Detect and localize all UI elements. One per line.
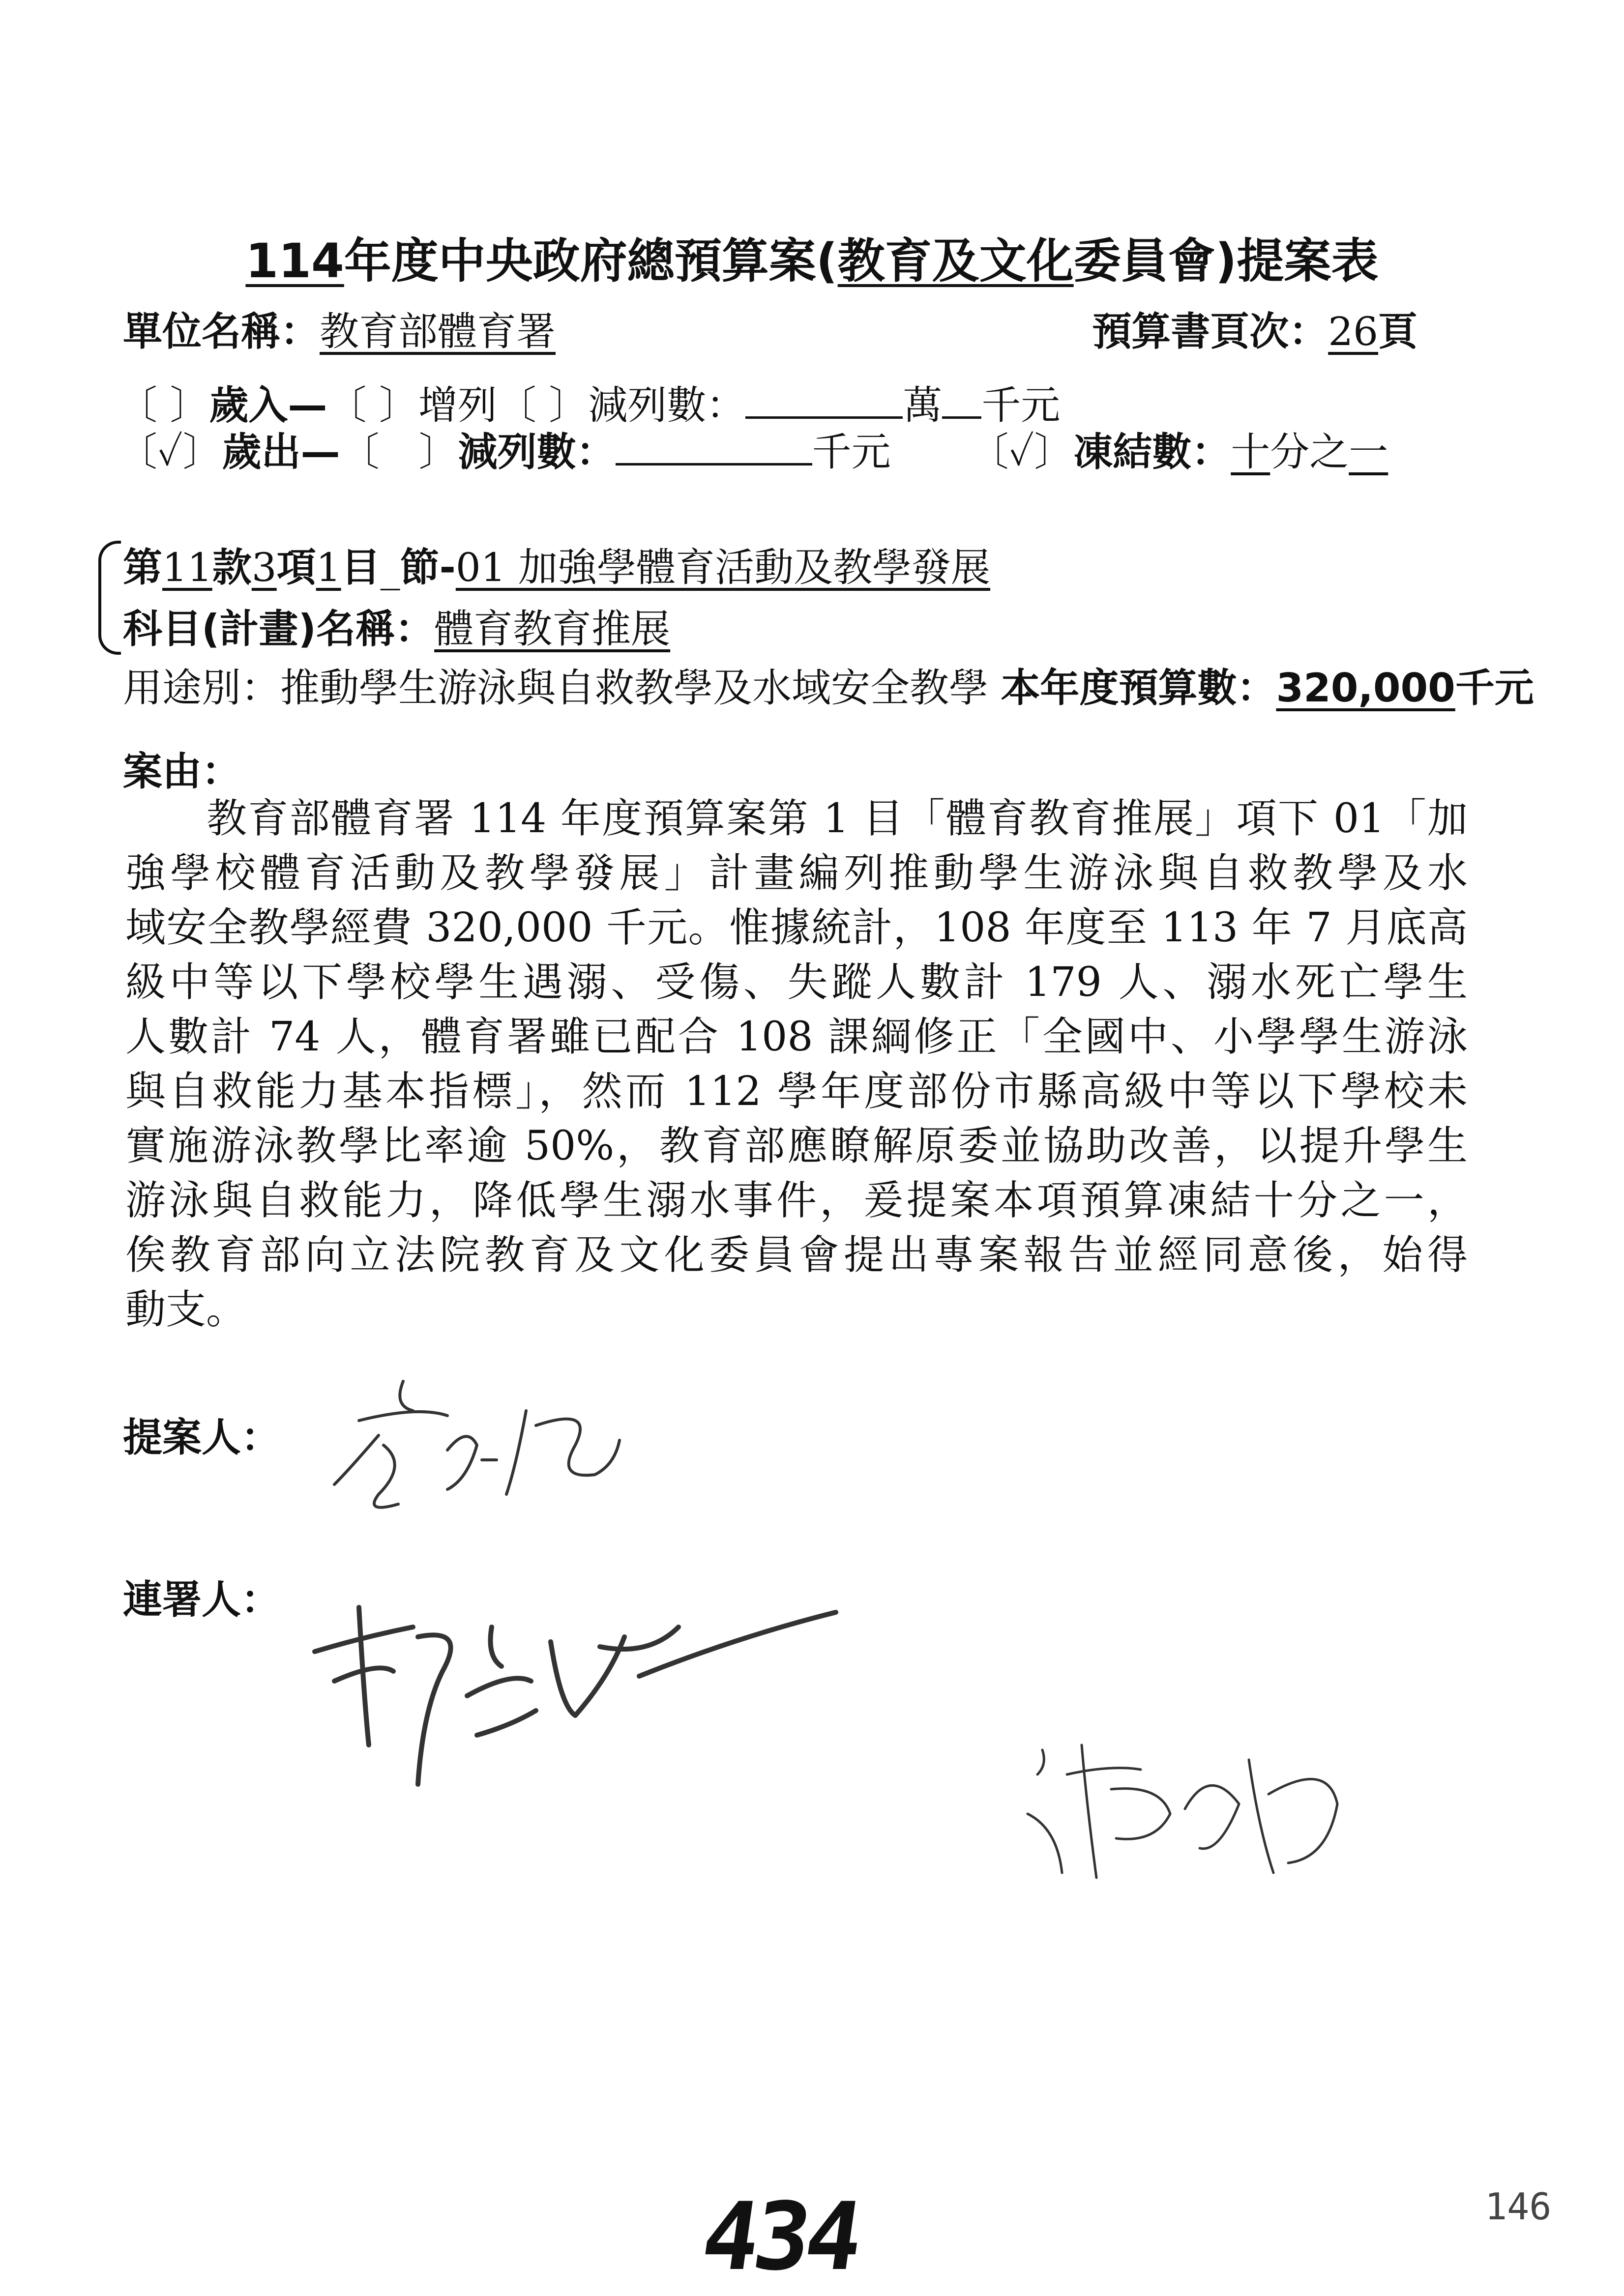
expense-label: 歲出—: [222, 429, 340, 475]
xiang-label: 項: [276, 545, 316, 590]
unit-wan: 萬: [903, 382, 943, 428]
proposer-signature: [320, 1366, 639, 1524]
freeze-mid: 分之: [1270, 429, 1349, 475]
reason-line: 實施游泳教學比率逾 50%，教育部應瞭解原委並協助改善，以提升學生: [125, 1123, 1468, 1169]
usage-line: [123, 656, 1534, 713]
subject-label: 科目(計畫)名稱：: [123, 606, 435, 652]
budget-page-value: 26: [1328, 309, 1378, 354]
cosigner-signature-1: [305, 1598, 846, 1804]
increase-label: 增列: [418, 382, 497, 428]
committee: 教育及文化: [837, 233, 1074, 289]
revenue-checkbox: 〔 〕: [118, 382, 209, 428]
blank-field: [616, 434, 812, 465]
budget-label: 本年度預算數：: [1001, 665, 1276, 711]
year: 114: [245, 233, 344, 289]
blank-field: [745, 387, 903, 419]
expense-checkbox: 〔✓〕: [118, 429, 222, 475]
reason-body: [125, 791, 1468, 1337]
usage-label: 用途別：: [123, 665, 280, 711]
increase-checkbox: 〔 〕: [327, 382, 418, 428]
reason-line: 級中等以下學校學生遇溺、受傷、失蹤人數計 179 人、溺水死亡學生: [125, 959, 1468, 1006]
reason-line: 人數計 74 人，體育署雖已配合 108 課綱修正「全國中、小學學生游泳: [125, 1014, 1468, 1060]
bracket: [98, 541, 121, 655]
subject-value: 體育教育推展: [434, 606, 671, 652]
cosigner-label: 連署人：: [123, 1577, 280, 1623]
budget-page-suffix: 頁: [1378, 309, 1417, 354]
budget-page: [1092, 300, 1417, 356]
unit-value: 教育部體育署: [320, 309, 556, 354]
unit-qian: 千元: [812, 429, 891, 475]
reason-line: 俟教育部向立法院教育及文化委員會提出專案報告並經同意後，始得: [125, 1232, 1468, 1279]
usage-value: 推動學生游泳與自救教學及水域安全教學: [280, 665, 988, 711]
freeze-denominator: 十: [1231, 429, 1270, 475]
decrease-label: 減列數：: [588, 382, 746, 428]
decrease-checkbox: 〔 〕: [340, 429, 458, 475]
budget-value: 320,000: [1276, 665, 1455, 711]
handwritten-corner-number: 146: [1485, 2185, 1552, 2228]
freeze-checkbox: 〔✓〕: [969, 429, 1074, 475]
reason-line: 與自救能力基本指標」，然而 112 學年度部份市縣高級中等以下學校未: [125, 1068, 1468, 1115]
handwritten-page-number: 434: [695, 2182, 865, 2291]
title-end: 委員會)提案表: [1073, 233, 1379, 289]
blank-field: [942, 387, 981, 419]
unit-label: 單位名稱：: [123, 309, 320, 354]
kuan: 11: [162, 545, 212, 590]
cosigner-signature-2: [1013, 1730, 1357, 1892]
unit-qian: 千元: [981, 382, 1061, 428]
reason-line: 域安全教學經費 320,000 千元。惟據統計，108 年度至 113 年 7 月底高: [125, 904, 1468, 951]
reason-line: 游泳與自救能力，降低學生溺水事件，爰提案本項預算凍結十分之一，: [125, 1177, 1468, 1224]
proposer-label: 提案人：: [123, 1415, 280, 1460]
title-text: 年度中央政府總預算案(: [344, 233, 838, 289]
decrease-checkbox: 〔 〕: [497, 382, 589, 428]
unit-name: [123, 300, 556, 356]
budget-unit: 千元: [1455, 665, 1534, 711]
expense-row: [118, 420, 1388, 477]
reason-label: 案由：: [123, 749, 241, 794]
freeze-label: 凍結數：: [1073, 429, 1231, 475]
revenue-label: 歲入—: [209, 382, 327, 428]
mu-label: 目: [341, 545, 381, 590]
xiang: 3: [251, 545, 277, 590]
jie: 01 加強學體育活動及教學發展: [455, 545, 991, 590]
subject-line: [123, 597, 670, 654]
budget-page-label: 預算書頁次：: [1092, 309, 1329, 354]
program-line: 第11款3項1目_節-01 加強學體育活動及教學發展: [123, 545, 991, 590]
decrease-label: 減列數：: [458, 429, 616, 475]
page-title: [0, 224, 1624, 291]
kuan-label: 款: [212, 545, 252, 590]
mu: 1: [316, 545, 341, 590]
kuan-pre: 第: [123, 545, 162, 590]
reason-line: 強學校體育活動及教學發展」計畫編列推動學生游泳與自救教學及水: [125, 850, 1468, 897]
reason-line: 教育部體育署 114 年度預算案第 1 目「體育教育推展」項下 01「加: [207, 795, 1468, 842]
jie-label: 節-: [400, 545, 456, 590]
reason-line: 動支。: [125, 1286, 247, 1333]
freeze-numerator: 一: [1349, 429, 1388, 475]
